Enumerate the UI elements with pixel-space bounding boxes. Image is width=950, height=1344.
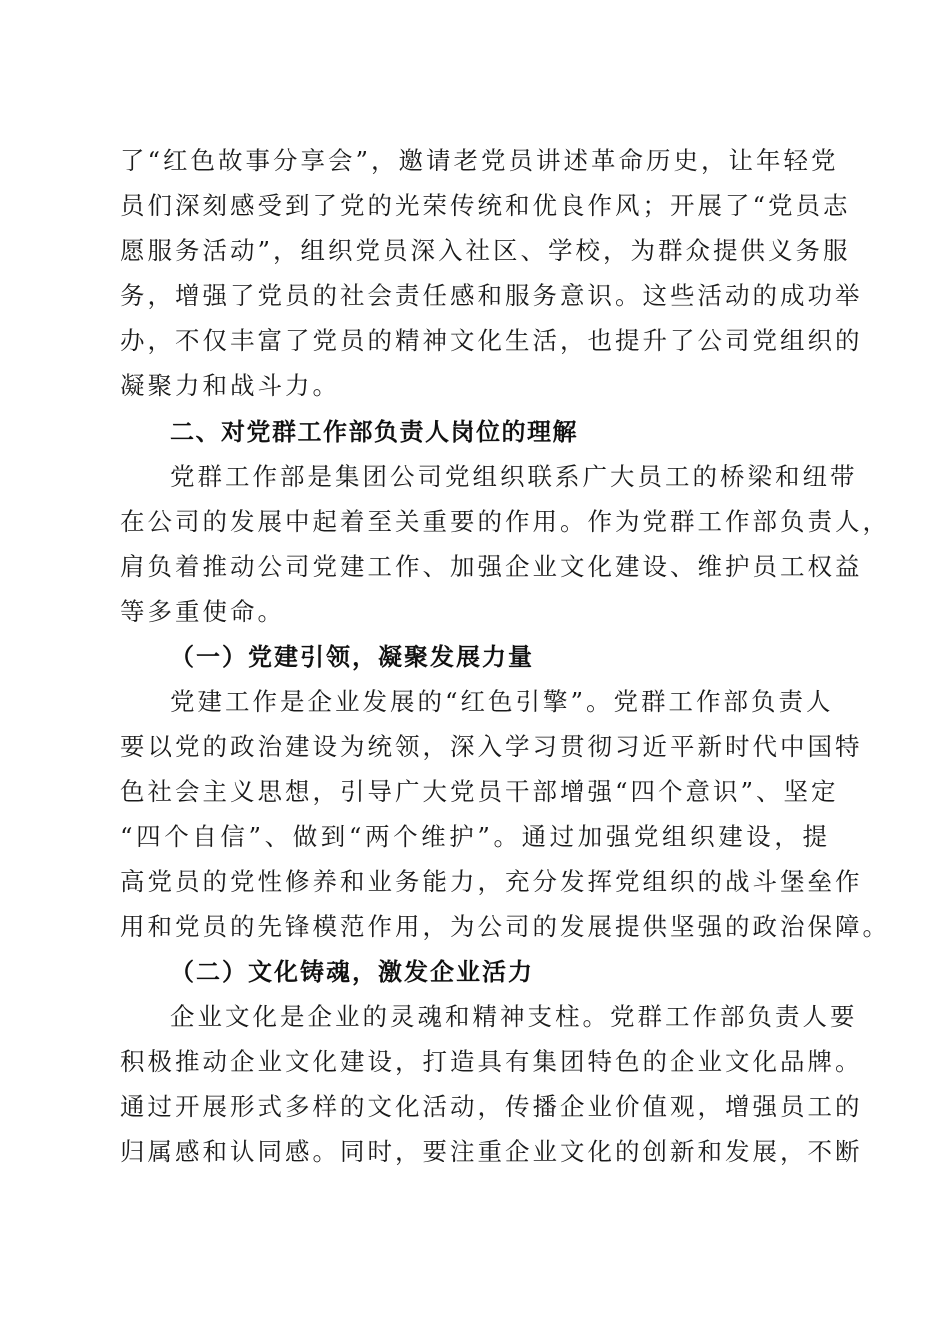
paragraph-line: 高党员的党性修养和业务能力，充分发挥党组织的战斗堡垒作 (120, 867, 863, 896)
paragraph-line: 企业文化是企业的灵魂和精神支柱。党群工作部负责人要 (170, 1002, 858, 1031)
paragraph-line: 通过开展形式多样的文化活动，传播企业价值观，增强员工的 (120, 1092, 863, 1121)
paragraph-line: 色社会主义思想，引导广大党员干部增强“四个意识”、坚定 (120, 777, 839, 806)
paragraph-line: 积极推动企业文化建设，打造具有集团特色的企业文化品牌。 (120, 1047, 863, 1076)
paragraph-line: 务，增强了党员的社会责任感和服务意识。这些活动的成功举 (120, 281, 863, 310)
paragraph-line: “四个自信”、做到“两个维护”。通过加强党组织建设，提 (120, 822, 830, 851)
paragraph-line: 员们深刻感受到了党的光荣传统和优良作风；开展了“党员志 (120, 191, 851, 220)
subsection-heading: （一）党建引领，凝聚发展力量 (170, 642, 534, 671)
paragraph-line: 肩负着推动公司党建工作、加强企业文化建设、维护员工权益 (120, 552, 863, 581)
paragraph-line: 用和党员的先锋模范作用，为公司的发展提供坚强的政治保障。 (120, 912, 890, 941)
paragraph-line: 要以党的政治建设为统领，深入学习贯彻习近平新时代中国特 (120, 732, 863, 761)
paragraph-line: 党建工作是企业发展的“红色引擎”。党群工作部负责人 (170, 687, 834, 716)
paragraph-line: 党群工作部是集团公司党组织联系广大员工的桥梁和纽带 (170, 462, 858, 491)
paragraph-line: 在公司的发展中起着至关重要的作用。作为党群工作部负责人， (120, 507, 890, 536)
section-heading: 二、对党群工作部负责人岗位的理解 (170, 418, 578, 446)
paragraph-line: 归属感和认同感。同时，要注重企业文化的创新和发展，不断 (120, 1137, 863, 1166)
paragraph-line: 愿服务活动”，组织党员深入社区、学校，为群众提供义务服 (120, 236, 851, 265)
paragraph-line: 办，不仅丰富了党员的精神文化生活，也提升了公司党组织的 (120, 326, 863, 355)
paragraph-line: 凝聚力和战斗力。 (120, 371, 340, 400)
paragraph-line: 了“红色故事分享会”，邀请老党员讲述革命历史，让年轻党 (120, 146, 839, 175)
paragraph-line: 等多重使命。 (120, 597, 285, 626)
subsection-heading: （二）文化铸魂，激发企业活力 (170, 957, 534, 986)
